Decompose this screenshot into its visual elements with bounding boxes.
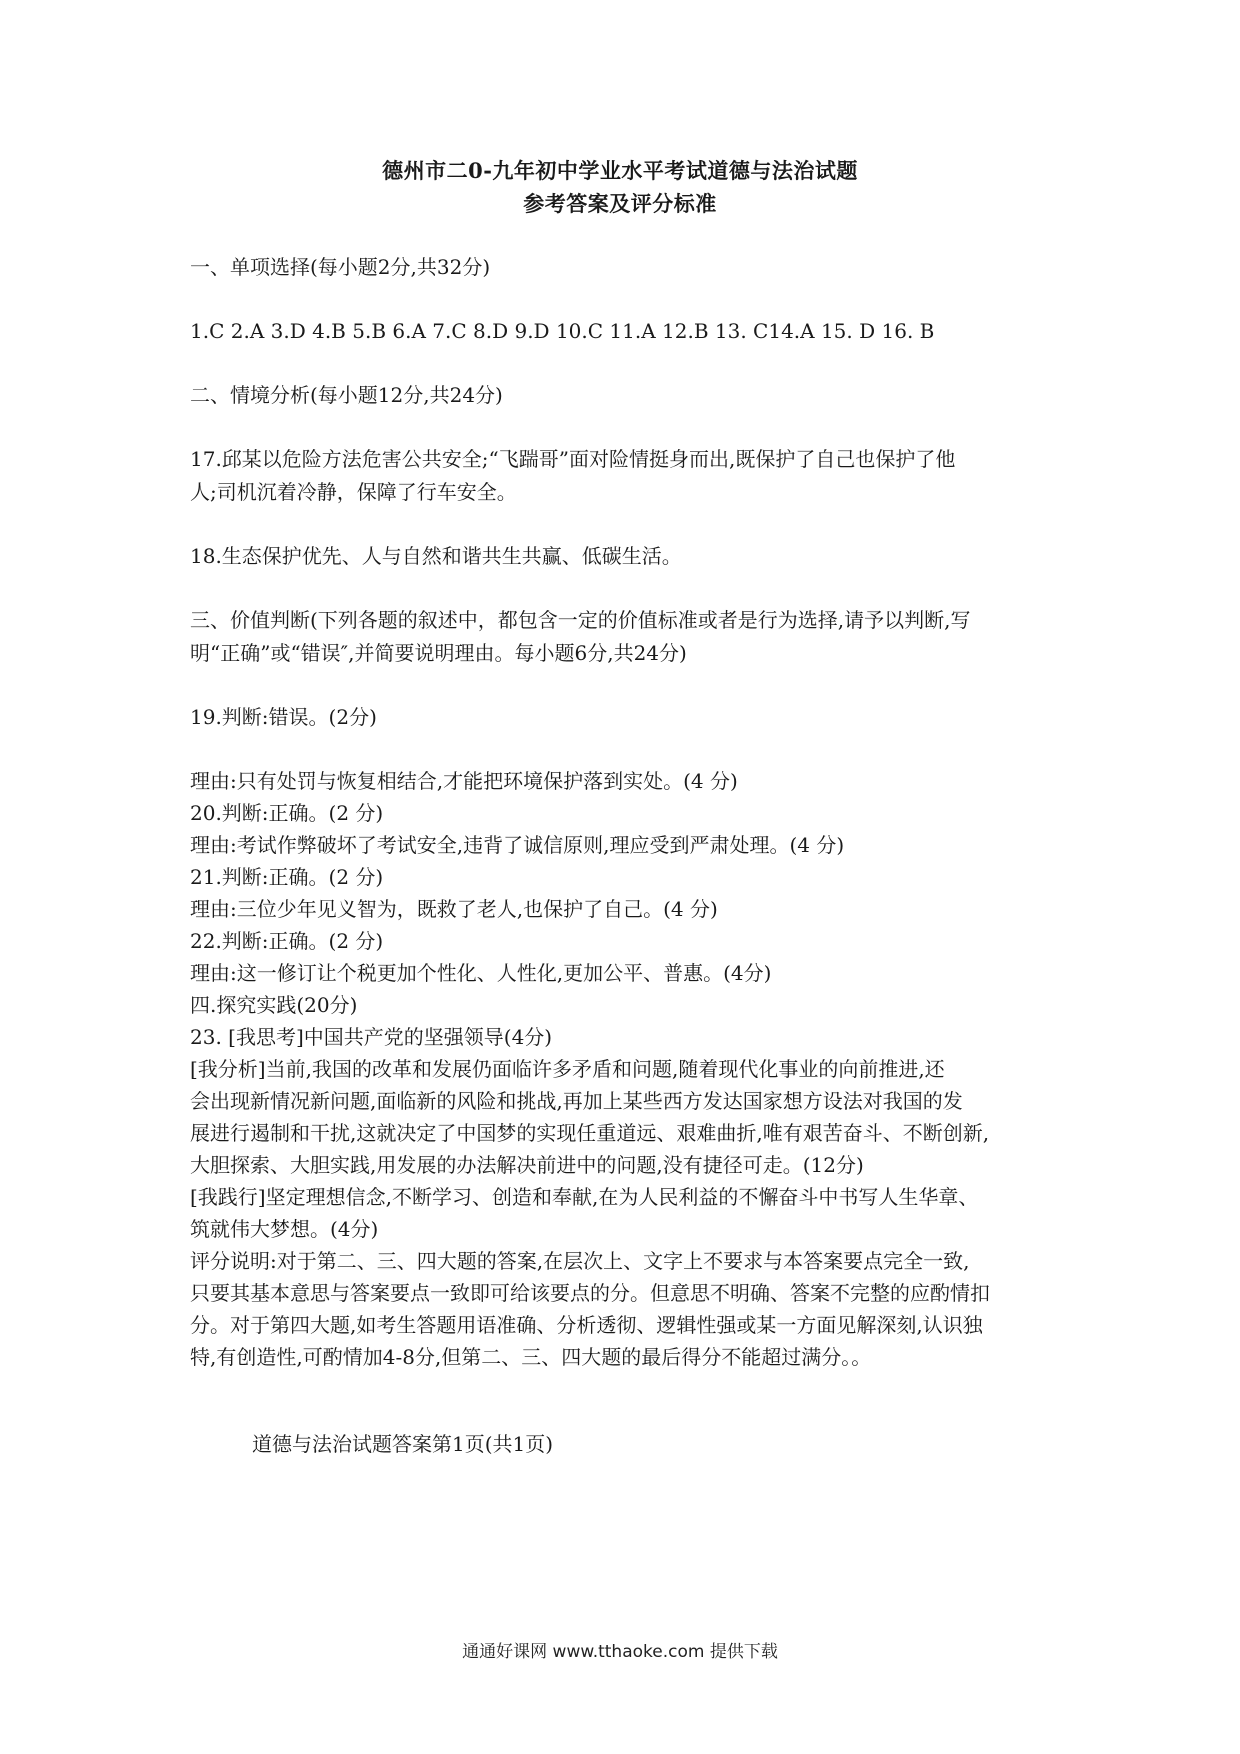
q17-answer-line-1: 17.邱某以危险方法危害公共安全;“飞踹哥”面对险情挺身而出,既保护了自己也保护了他 [190,447,956,471]
q23-think: 23. [我思考]中国共产党的坚强领导(4分) [190,1025,553,1049]
q18-answer: 18.生态保护优先、人与自然和谐共生共赢、低碳生活。 [190,544,682,568]
q22-reason: 理由:这一修订让个税更加个性化、人性化,更加公平、普惠。(4分) [190,961,772,985]
scoring-note-line-1: 评分说明:对于第二、三、四大题的答案,在层次上、文字上不要求与本答案要点完全一致, [190,1249,970,1273]
q20-reason: 理由:考试作弊破坏了考试安全,违背了诚信原则,理应受到严肃处理。(4 分) [190,833,845,857]
section-3-heading-line-1: 三、价值判断(下列各题的叙述中，都包含一定的价值标准或者是行为选择,请予以判断,写 [190,608,971,632]
q21-reason: 理由:三位少年见义智为，既救了老人,也保护了自己。(4 分) [190,897,718,921]
document-subtitle: 参考答案及评分标准 [523,191,717,216]
document-title: 德州市二0-九年初中学业水平考试道德与法治试题 [382,158,858,183]
q23-practice-line-2: 筑就伟大梦想。(4分) [190,1217,379,1241]
scoring-note-line-2: 只要其基本意思与答案要点一致即可给该要点的分。但意思不明确、答案不完整的应酌情扣 [190,1281,990,1305]
scoring-note-line-4: 特,有创造性,可酌情加4-8分,但第二、三、四大题的最后得分不能超过满分。。 [190,1345,872,1369]
scoring-note-line-3: 分。对于第四大题,如考生答题用语准确、分析透彻、逻辑性强或某一方面见解深刻,认识独 [190,1313,983,1337]
section-2-heading: 二、情境分析(每小题12分,共24分) [190,383,503,407]
page-number-footer: 道德与法治试题答案第1页(共1页) [252,1432,554,1456]
section-3-heading-line-2: 明“正确”或“错误″,并简要说明理由。每小题6分,共24分) [190,641,687,665]
q23-analyze-line-3: 展进行遏制和干扰,这就决定了中国梦的实现任重道远、艰难曲折,唯有艰苦奋斗、不断创新, [190,1121,990,1145]
q23-analyze-line-1: [我分析]当前,我国的改革和发展仍面临许多矛盾和问题,随着现代化事业的向前推进,还 [190,1057,945,1081]
q19-reason: 理由:只有处罚与恢复相结合,才能把环境保护落到实处。(4 分) [190,769,738,793]
download-watermark: 通通好课网 www.tthaoke.com 提供下载 [462,1642,778,1662]
q23-practice-line-1: [我践行]坚定理想信念,不断学习、创造和奉献,在为人民利益的不懈奋斗中书写人生华章、 [190,1185,979,1209]
q19-judgement: 19.判断:错误。(2分) [190,705,377,729]
q20-judgement: 20.判断:正确。(2 分) [190,801,384,825]
q23-analyze-line-2: 会出现新情况新问题,面临新的风险和挑战,再加上某些西方发达国家想方设法对我国的发 [190,1089,963,1113]
q22-judgement: 22.判断:正确。(2 分) [190,929,384,953]
q17-answer-line-2: 人;司机沉着冷静，保障了行车安全。 [190,480,517,504]
answer-key-multiple-choice: 1.C 2.A 3.D 4.B 5.B 6.A 7.C 8.D 9.D 10.C 11.A 12.B 13. C14.A 15. D 16. B [190,319,935,343]
q21-judgement: 21.判断:正确。(2 分) [190,865,384,889]
section-1-heading: 一、单项选择(每小题2分,共32分) [190,255,491,279]
q23-analyze-line-4: 大胆探索、大胆实践,用发展的办法解决前进中的问题,没有捷径可走。(12分) [190,1153,864,1177]
section-4-heading: 四.探究实践(20分) [190,993,358,1017]
